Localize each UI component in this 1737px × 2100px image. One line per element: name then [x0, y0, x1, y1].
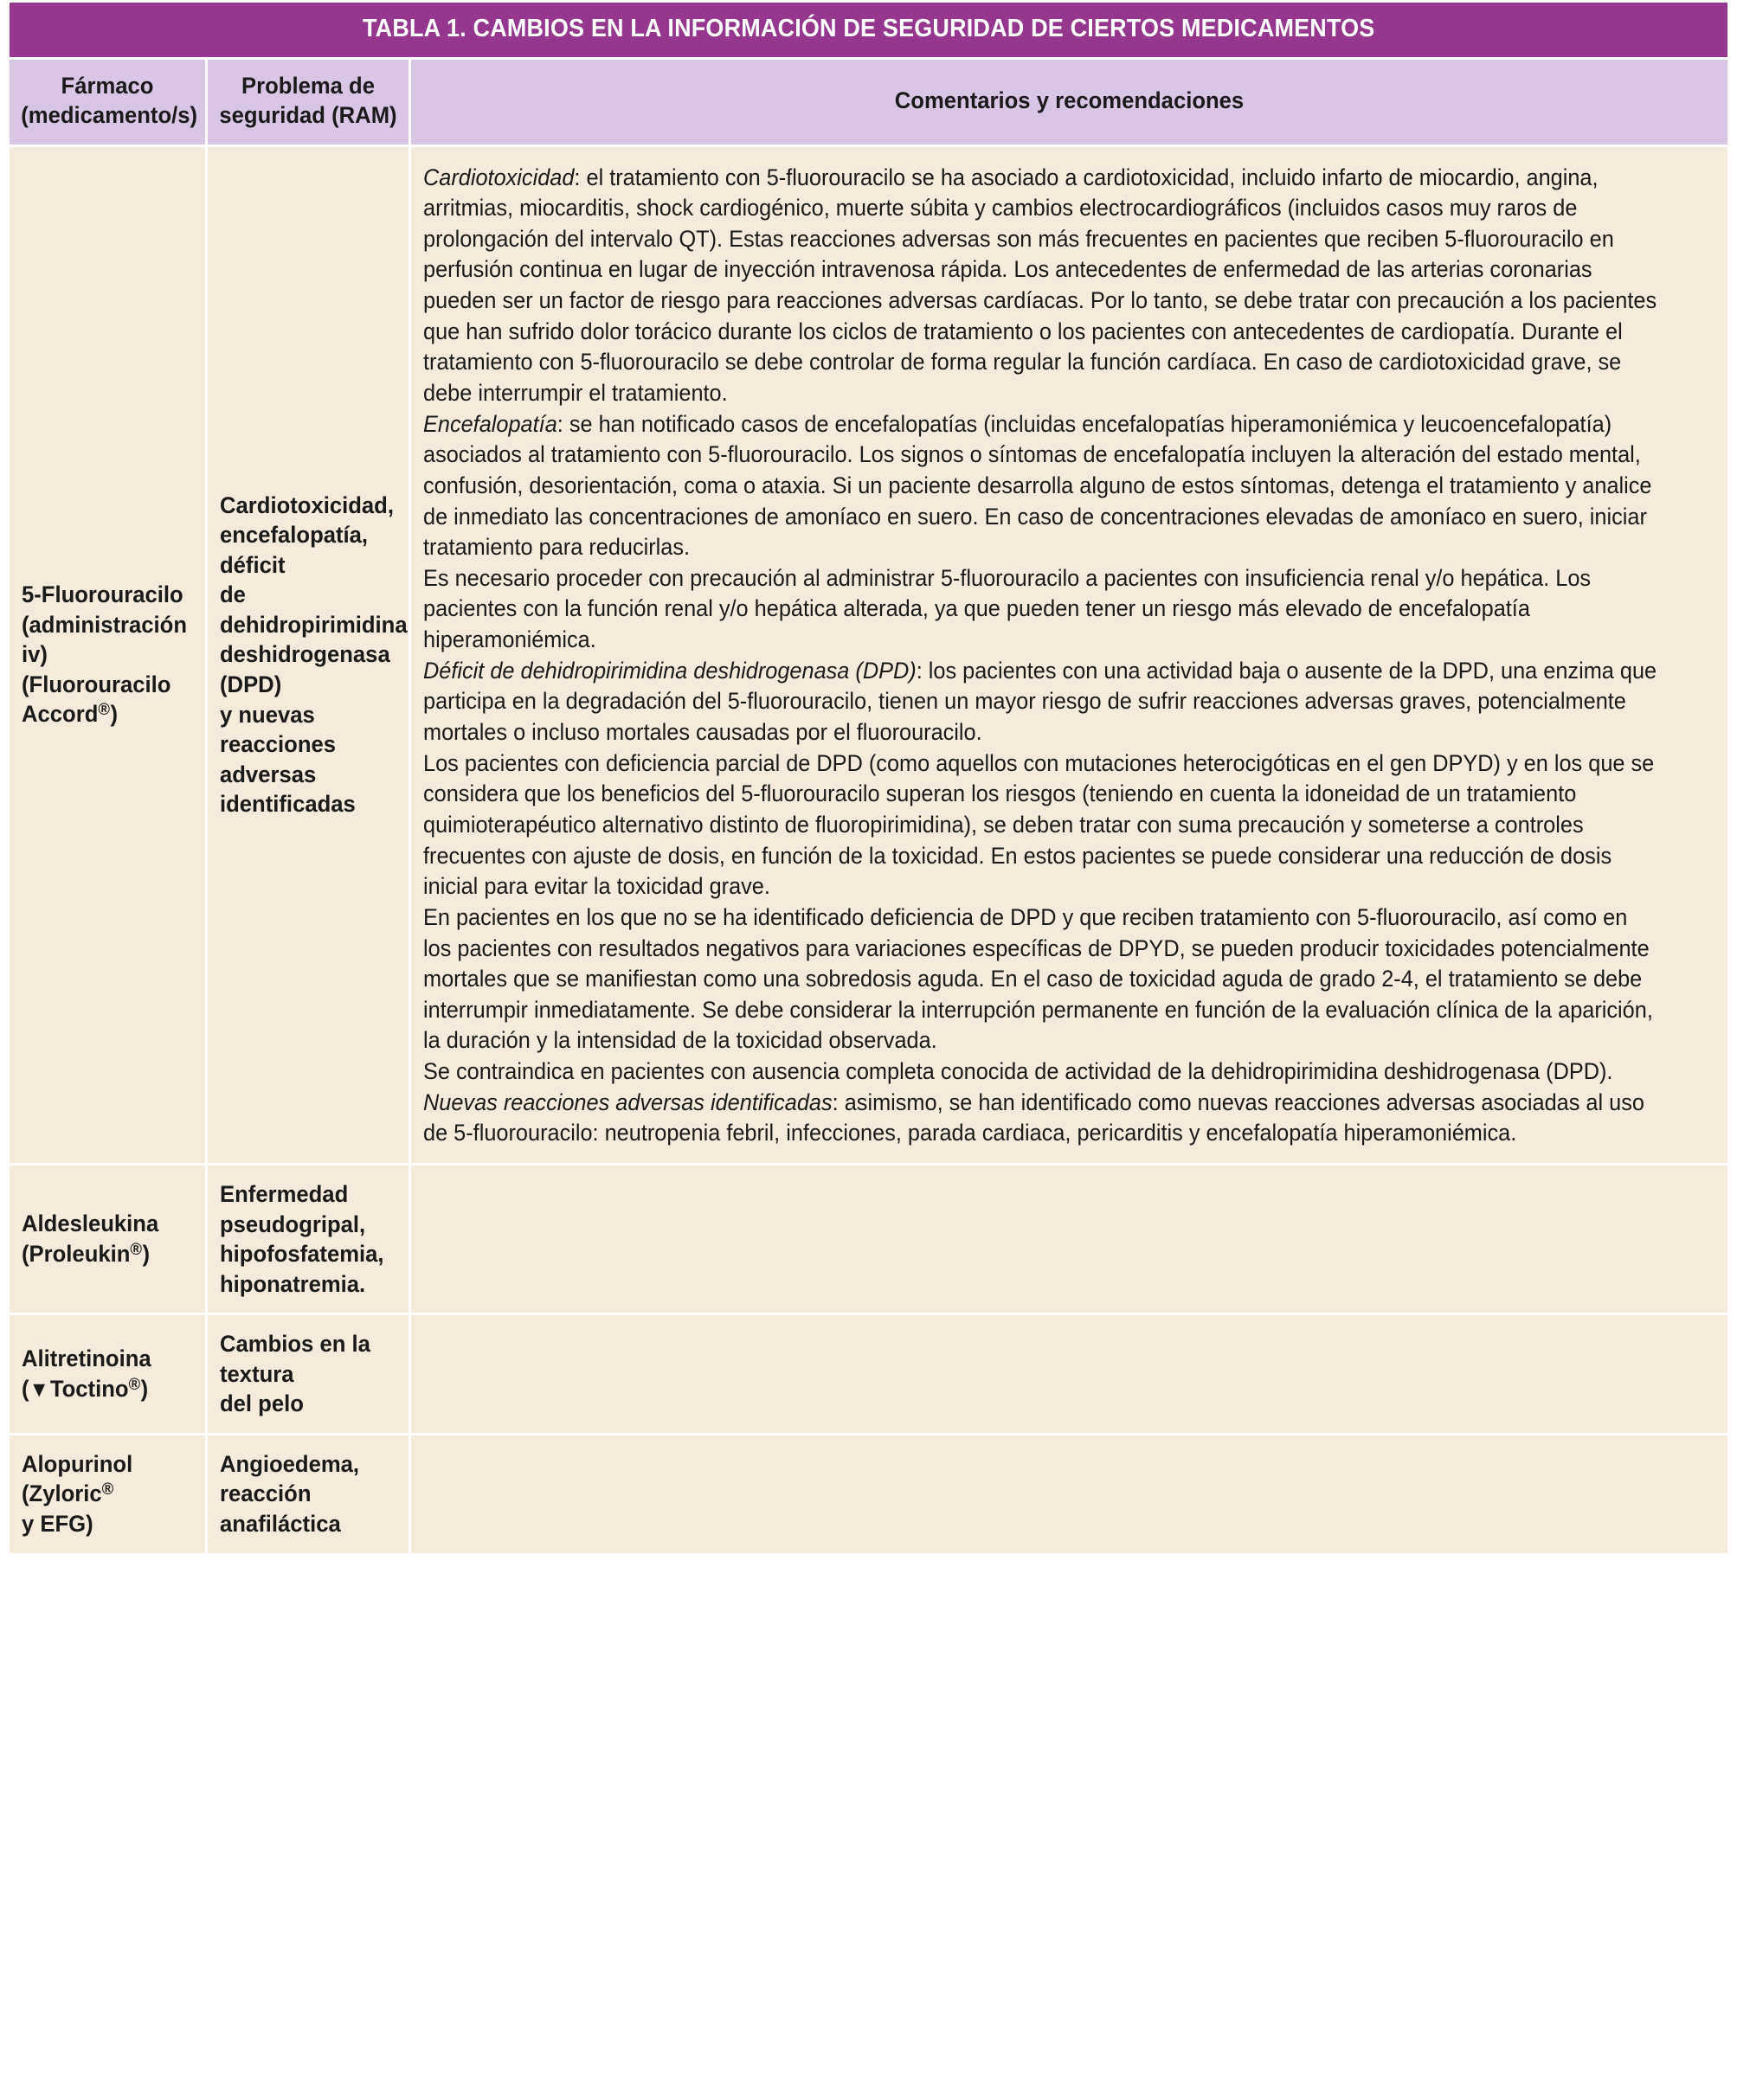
table-title-row	[10, 3, 1727, 57]
safety-information-table	[7, 0, 1730, 1556]
cell-line: deshidrogenasa (DPD)	[220, 641, 390, 698]
cell-line: Cambios en la textura	[220, 1331, 370, 1387]
cell-line: Angioedema, reacción	[220, 1450, 360, 1507]
comment-paragraph: En pacientes en los que no se ha identificado deficiencia de DPD y que reciben tratamiento con 5-fluorouracilo, así como en los pacientes con resultados negativos para variaciones específicas de DPYD, se pueden producir toxicidades potencialmente mortales que se manifiestan como una sobredosis aguda. En el caso de toxicidad aguda de grado 2-4, el tratamiento se debe interrumpir inmediatamente. Se debe considerar la interrupción permanente en función de la evaluación clínica de la aparición, la duración y la intensidad de la toxicidad observada.	[423, 903, 1653, 1054]
cell-line: Enfermedad	[220, 1181, 349, 1207]
column-header-problema	[208, 60, 409, 144]
safety-issue-cell	[208, 147, 409, 1164]
column-header-problema-line1: Problema de	[241, 73, 375, 99]
table-title	[10, 3, 1727, 57]
table-head	[10, 3, 1727, 144]
comment-paragraph: Nuevas reacciones adversas identificadas: asimismo, se han identificado como nuevas reacciones adversas asociadas al uso de 5-fluorouracilo: neutropenia febril, infecciones, parada cardiaca, pericarditis y encefalopatía hiperamoniémica.	[423, 1089, 1644, 1146]
comments-cell	[411, 1166, 1727, 1313]
cell-line: 5-Fluorouracilo	[22, 581, 183, 608]
cell-line: del pelo	[220, 1390, 304, 1417]
cell-line: pseudogripal,	[220, 1211, 366, 1237]
comment-paragraph: Se contraindica en pacientes con ausencia completa conocida de actividad de la dehidropirimidina deshidrogenasa (DPD).	[423, 1058, 1613, 1085]
cell-line: iv) (Fluorouracilo	[22, 641, 171, 697]
cell-line: y EFG)	[22, 1511, 93, 1538]
column-header-comentarios	[411, 60, 1727, 144]
cell-line: de dehidropirimidina	[220, 581, 408, 638]
table-row	[10, 1435, 1727, 1553]
safety-issue-cell	[208, 1166, 409, 1313]
drug-name-cell	[10, 1166, 205, 1313]
cell-line: Cardiotoxicidad,	[220, 491, 394, 518]
column-header-comentarios-line1: Comentarios y recomendaciones	[894, 87, 1245, 113]
cell-line: Accord®)	[22, 700, 119, 728]
column-header-farmaco	[10, 60, 205, 144]
cell-line: y nuevas reacciones	[220, 701, 337, 758]
comments-cell	[411, 1315, 1727, 1433]
drug-name-cell	[10, 147, 205, 1164]
column-header-farmaco-line1: Fármaco	[61, 73, 154, 99]
table-title-text: TABLA 1. CAMBIOS EN LA INFORMACIÓN DE SEGURIDAD DE CIERTOS MEDICAMENTOS	[362, 15, 1375, 42]
cell-line: anafiláctica	[220, 1511, 341, 1537]
cell-line: encefalopatía, déficit	[220, 522, 369, 578]
registered-trademark-icon: ®	[101, 1480, 114, 1500]
black-triangle-icon: ▼	[29, 1378, 50, 1402]
table-body	[10, 147, 1727, 1553]
cell-line: (▼Toctino®)	[22, 1374, 149, 1402]
column-header-row	[10, 60, 1727, 144]
cell-line: (Proleukin®)	[22, 1240, 151, 1268]
paragraph-lead: Déficit de dehidropirimidina deshidrogenasa (DPD)	[423, 657, 917, 684]
comment-paragraph: Los pacientes con deficiencia parcial de DPD (como aquellos con mutaciones heterocigóticas en el gen DPYD) y en los que se considera que los beneficios del 5-fluorouracilo superan los riesgos (teniendo en cuenta la idoneidad de un tratamiento quimioterapéutico alternativo distinto de fluoropirimidina), se deben tratar con suma precaución y someterse a controles frecuentes con ajuste de dosis, en función de la toxicidad. En estos pacientes se puede considerar una reducción de dosis inicial para evitar la toxicidad grave.	[423, 749, 1655, 900]
cell-line: Aldesleukina	[22, 1211, 159, 1237]
registered-trademark-icon: ®	[98, 700, 111, 720]
table-row	[10, 1315, 1727, 1433]
comment-paragraph: Encefalopatía: se han notificado casos de encefalopatías (incluidas encefalopatías hiperamoniémica y leucoencefalopatía) asociados al tratamiento con 5-fluorouracilo. Los signos o síntomas de encefalopatía incluyen la alteración del estado mental, confusión, desorientación, coma o ataxia. Si un paciente desarrolla alguno de estos síntomas, detenga el tratamiento y analice de inmediato las concentraciones de amoníaco en suero. En caso de concentraciones elevadas de amoníaco en suero, iniciar tratamiento para reducirlas.	[423, 410, 1652, 561]
column-header-problema-line2: seguridad (RAM)	[219, 101, 397, 128]
cell-line: Alitretinoina	[22, 1345, 151, 1372]
cell-line: hipofosfatemia,	[220, 1241, 384, 1268]
cell-line: (administración	[22, 611, 187, 638]
drug-name-cell	[10, 1435, 205, 1553]
comment-paragraph: Es necesario proceder con precaución al administrar 5-fluorouracilo a pacientes con insuficiencia renal y/o hepática. Los pacientes con la función renal y/o hepática alterada, ya que pueden tener un riesgo más elevado de encefalopatía hiperamoniémica.	[423, 564, 1592, 653]
table-row	[10, 1166, 1727, 1313]
table-row	[10, 147, 1727, 1164]
safety-issue-cell	[208, 1315, 409, 1433]
cell-line: hiponatremia.	[220, 1270, 366, 1297]
registered-trademark-icon: ®	[128, 1374, 141, 1394]
paragraph-lead: Nuevas reacciones adversas identificadas	[423, 1089, 833, 1115]
paragraph-lead: Cardiotoxicidad	[423, 164, 575, 190]
cell-line: adversas identificadas	[220, 761, 356, 818]
comment-paragraph: Cardiotoxicidad: el tratamiento con 5-fluorouracilo se ha asociado a cardiotoxicidad, incluido infarto de miocardio, angina, arritmias, miocarditis, shock cardiogénico, muerte súbita y cambios electrocardiográficos (incluidos casos muy raros de prolongación del intervalo QT). Estas reacciones adversas son más frecuentes en pacientes que reciben 5-fluorouracilo en perfusión continua en lugar de inyección intravenosa rápida. Los antecedentes de enfermedad de las arterias coronarias pueden ser un factor de riesgo para reacciones adversas cardíacas. Por lo tanto, se debe tratar con precaución a los pacientes que han sufrido dolor torácico durante los ciclos de tratamiento o los pacientes con antecedentes de cardiopatía. Durante el tratamiento con 5-fluorouracilo se debe controlar de forma regular la función cardíaca. En caso de cardiotoxicidad grave, se debe interrumpir el tratamiento.	[423, 164, 1657, 406]
registered-trademark-icon: ®	[130, 1240, 143, 1260]
comment-paragraph: Déficit de dehidropirimidina deshidrogenasa (DPD): los pacientes con una actividad baja o ausente de la DPD, una enzima que participa en la degradación del 5-fluorouracilo, tienen un mayor riesgo de sufrir reacciones adversas graves, potencialmente mortales o incluso mortales causadas por el fluorouracilo.	[423, 657, 1657, 746]
comments-cell	[411, 1435, 1727, 1553]
drug-name-cell	[10, 1315, 205, 1433]
column-header-farmaco-line2: (medicamento/s)	[21, 101, 198, 128]
comments-cell	[411, 147, 1727, 1164]
paragraph-lead: Encefalopatía	[423, 410, 557, 437]
cell-line: Alopurinol (Zyloric®	[22, 1450, 133, 1507]
safety-issue-cell	[208, 1435, 409, 1553]
